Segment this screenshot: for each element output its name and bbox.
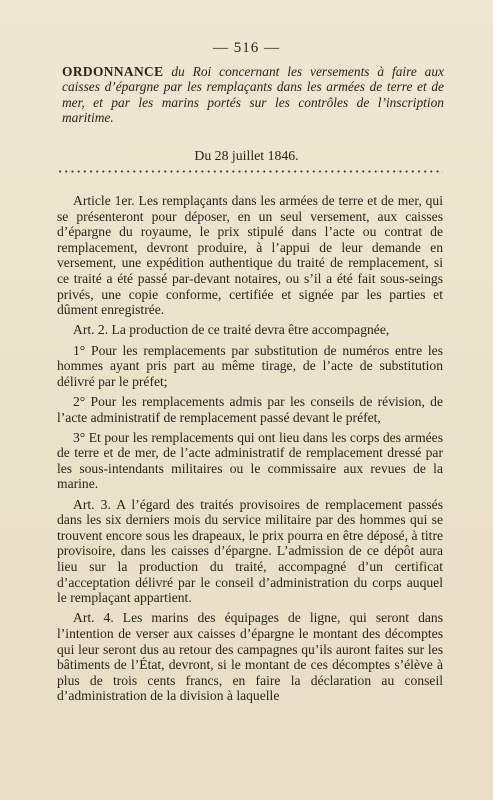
paragraph-article-2-item-1: 1° Pour les remplacements par substitution de numéros entre les hommes ayant pris part au même tirage, de l’acte de substitution délivré par le préfet; <box>57 342 443 389</box>
heading-lead-word: ORDONNANCE <box>62 64 164 79</box>
paragraph-article-4: Art. 4. Les marins des équipages de ligne, qui seront dans l’intention de verser aux caisses d’épargne le montant des décomptes qui leur seront dus au retour des campagnes qu’ils auront faites sur les bâtiments de l’État, devront, si le montant de ces décomptes s’élève à plus de trois cents francs, en faire la déclaration au conseil d’administration de la division à laquelle <box>57 610 443 704</box>
paragraph-article-2: Art. 2. La production de ce traité devra être accompagnée, <box>73 322 390 338</box>
ordinance-date: Du 28 juillet 1846. <box>194 148 299 163</box>
ordinance-body <box>57 193 443 709</box>
paragraph-article-3: Art. 3. A l’égard des traités provisoires de remplacement passés dans les six derniers mois du service militaire par des hommes qui se trouvent encore sous les drapeaux, le prix pourra en être déposé, à titre provisoire, dans les caisses d’épargne. L’admission de ce dépôt aura lieu sur la production du traité, accompagné d’un certificat d’acceptation délivré par le conseil d’administration du corps auquel le remplaçant appartient. <box>57 496 443 606</box>
page-number: — 516 — <box>213 40 280 56</box>
heading-text: du Roi concernant les versements à faire aux caisses d’épargne par les remplaçants dans les armées de terre et de mer, et par les marins portés sur les contrôles de l’inscription maritime. <box>62 64 444 126</box>
paragraph-article-1: Article 1er. Les remplaçants dans les armées de terre et de mer, qui se présenteront pour déposer, en un seul versement, aux caisses d’épargne du royaume, le prix stipulé dans l’acte ou contrat de remplacement, devront produire, à l’appui de leur demande en versement, une expédition authentique du traité de remplacement, si ce traité a été passé par-devant notaires, ou s’il a été fait sous-seings privés, une copie conforme, certifiée et signée par les parties et dûment enregistrée. <box>57 193 443 318</box>
paragraph-article-2-item-3: 3° Et pour les remplacements qui ont lieu dans les corps des armées de terre et de mer, de l’acte administratif de remplacement dressé par les sous-intendants militaires ou le commissaire aux revues de la marine. <box>57 429 443 492</box>
paragraph-article-2-item-2: 2° Pour les remplacements admis par les conseils de révision, de l’acte administratif de remplacement passé devant le préfet, <box>57 393 443 425</box>
ordinance-heading <box>62 64 444 126</box>
dotted-separator <box>57 170 443 173</box>
